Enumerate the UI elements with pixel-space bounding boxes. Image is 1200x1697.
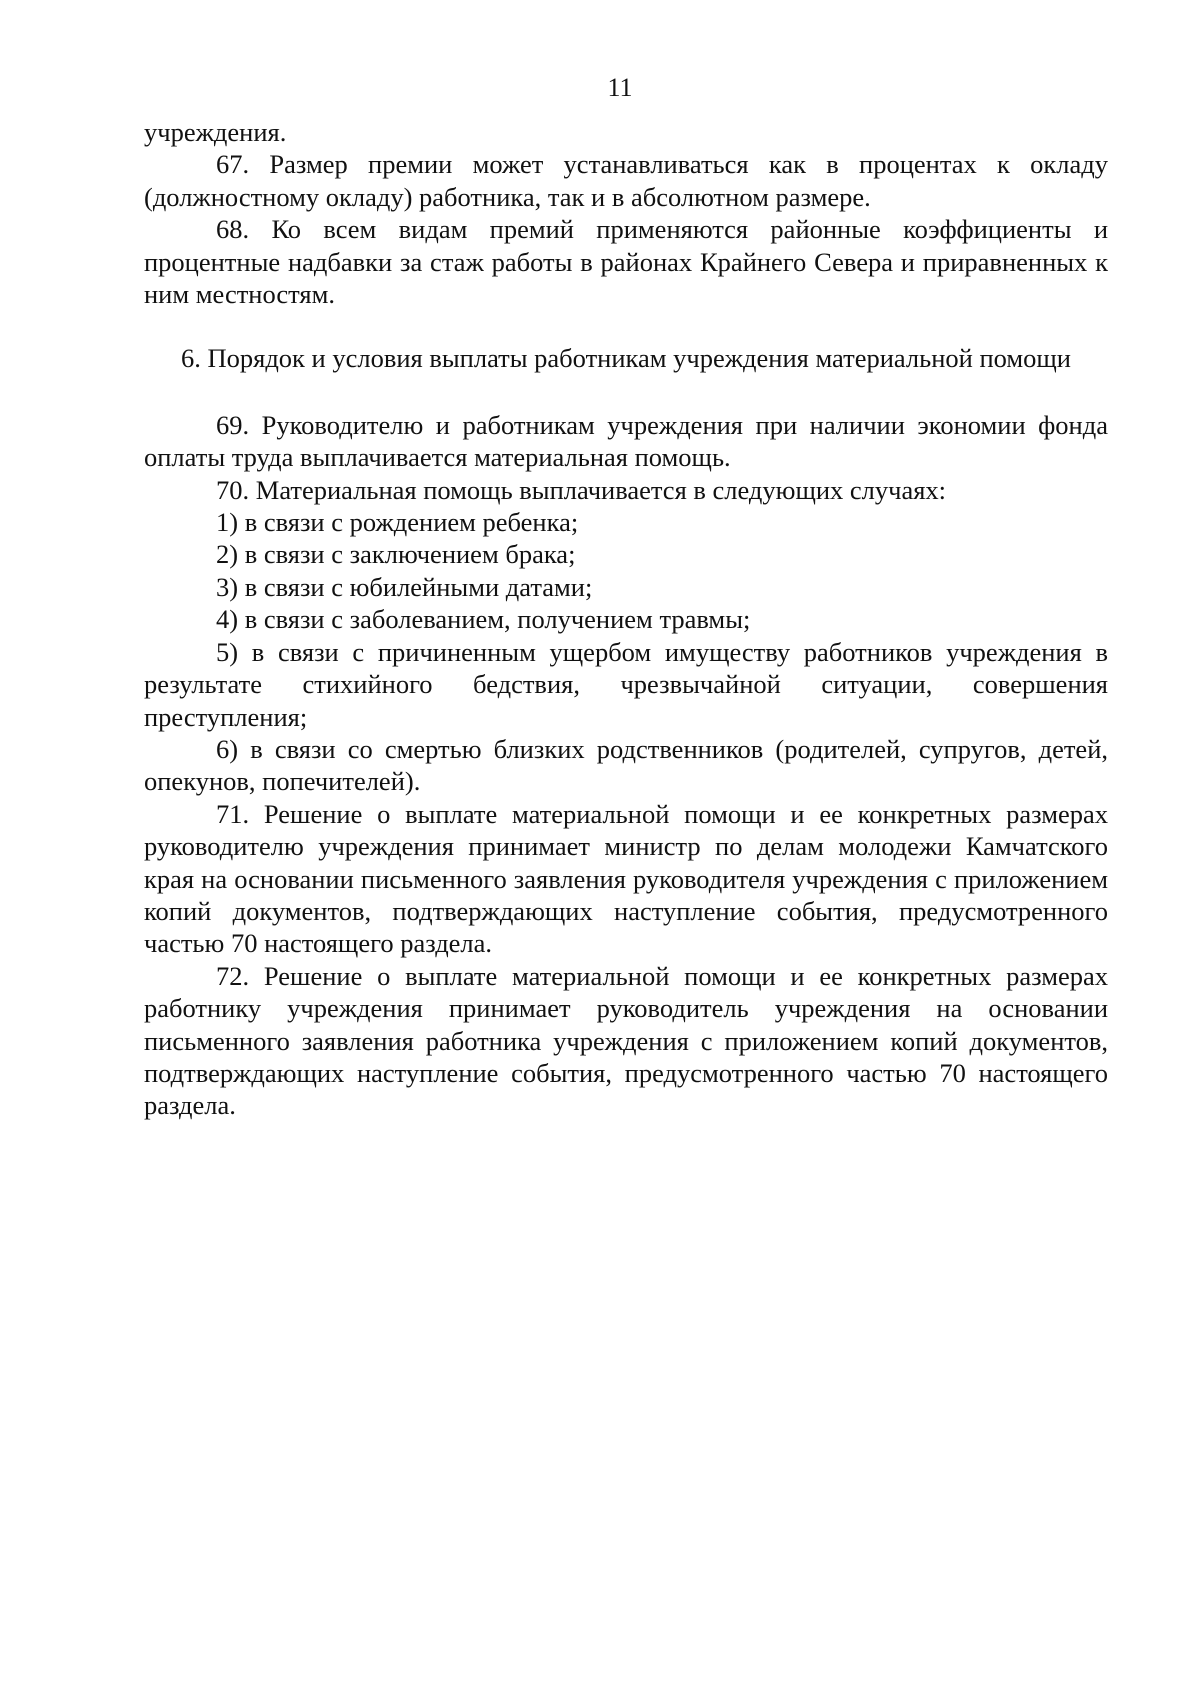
document-body [144,116,1108,1122]
paragraph-72: 72. Решение о выплате материальной помощи и ее конкретных размерах работнику учреждения принимает руководитель учреждения на основании письменного заявления работника учреждения с приложением копий документов, подтверждающих наступление события, предусмотренного частью 70 настоящего раздела. [144,960,1108,1121]
paragraph-continuation: учреждения. [144,117,287,147]
list-item-1: 1) в связи с рождением ребенка; [216,507,579,538]
list-item-3: 3) в связи с юбилейными датами; [216,571,593,602]
paragraph-69: 69. Руководителю и работникам учреждения при наличии экономии фонда оплаты труда выплачивается материальная помощь. [144,409,1108,473]
paragraph-68: 68. Ко всем видам премий применяются районные коэффициенты и процентные надбавки за стаж работы в районах Крайнего Севера и приравненных к ним местностям. [144,214,1108,310]
paragraph-70: 70. Материальная помощь выплачивается в следующих случаях: [216,474,947,505]
paragraph-71: 71. Решение о выплате материальной помощи и ее конкретных размерах руководителю учреждения принимает министр по делам молодежи Камчатского края на основании письменного заявления руководителя учреждения с приложением копий документов, подтверждающих наступление события, предусмотренного частью 70 настоящего раздела. [144,798,1108,959]
list-item-2: 2) в связи с заключением брака; [216,539,576,570]
paragraph-67: 67. Размер премии может устанавливаться как в процентах к окладу (должностному окладу) работника, так и в абсолютном размере. [144,149,1108,212]
section-title: 6. Порядок и условия выплаты работникам учреждения материальной помощи [181,343,1071,374]
list-item-5: 5) в связи с причиненным ущербом имуществу работников учреждения в результате стихийного бедствия, чрезвычайной ситуации, совершения преступления; [144,636,1108,732]
page-number: 11 [607,73,633,102]
list-item-4: 4) в связи с заболеванием, получением травмы; [216,604,751,635]
list-item-6: 6) в связи со смертью близких родственников (родителей, супругов, детей, опекунов, попечителей). [144,733,1108,797]
